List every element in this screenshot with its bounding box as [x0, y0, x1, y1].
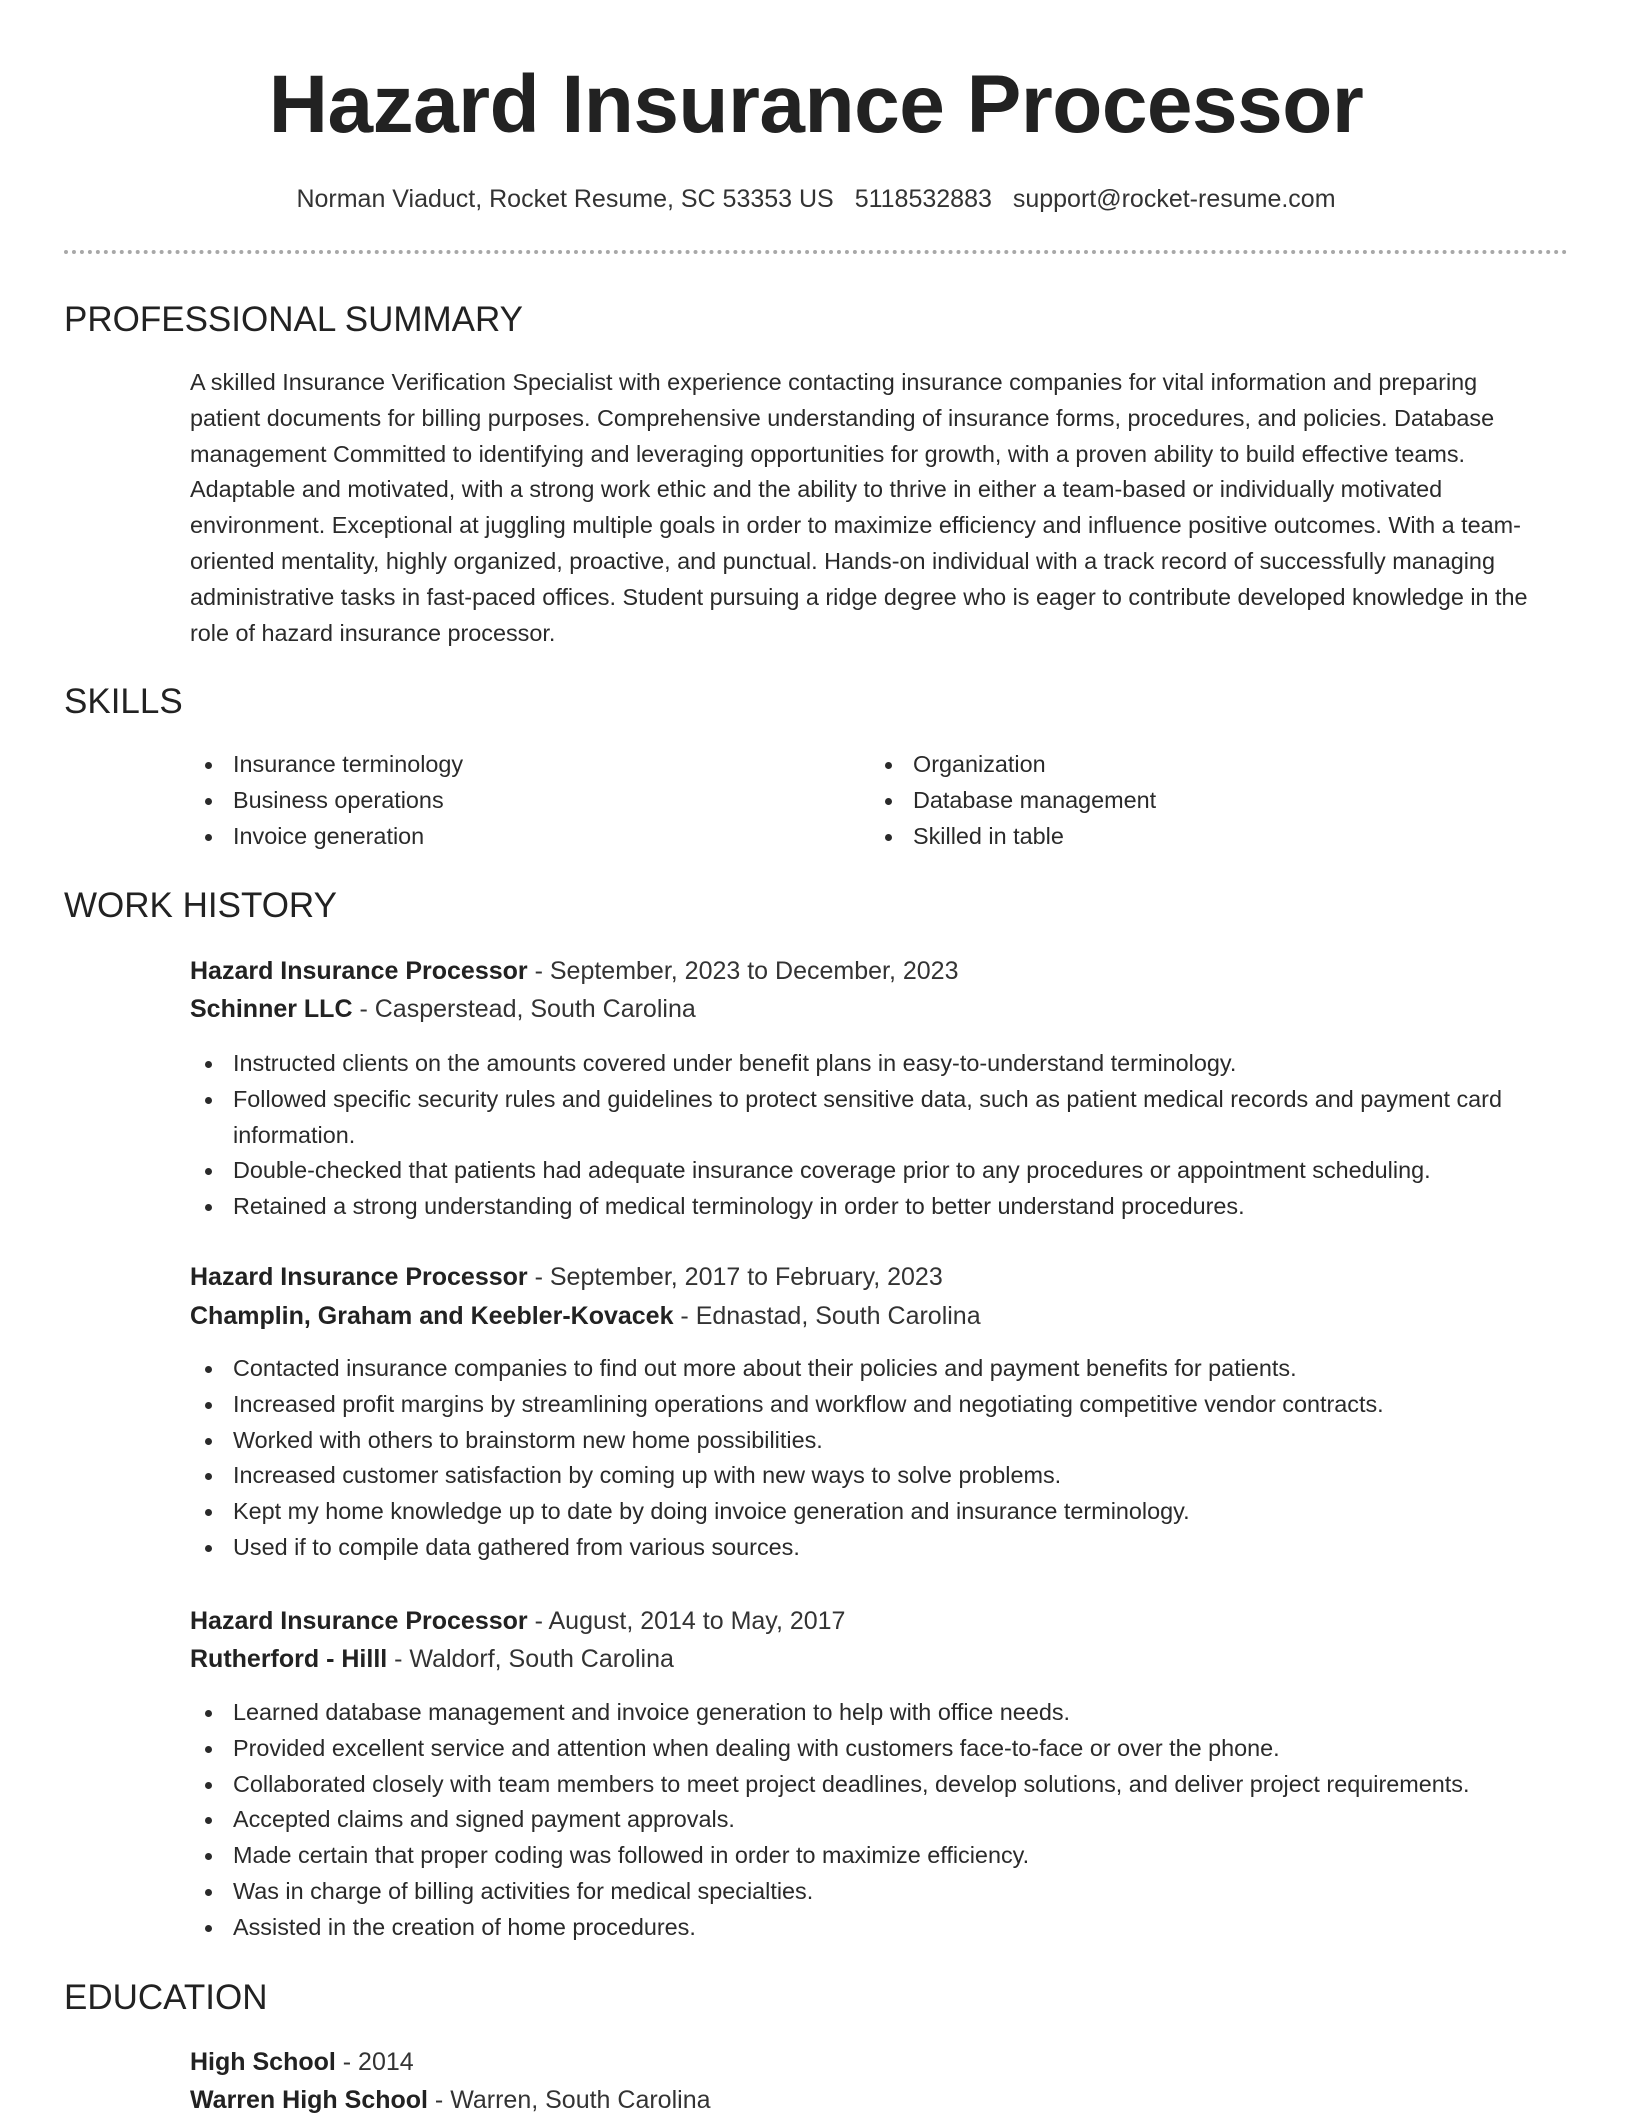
job-dates: - August, 2014 to May, 2017: [527, 1607, 846, 1635]
job-company: Schinner LLC: [190, 995, 353, 1023]
job-title-line: [190, 1603, 1570, 1639]
education-degree: High School: [190, 2048, 336, 2076]
job-title-line: [190, 1259, 1570, 1295]
skill-item: Invoice generation: [190, 819, 830, 855]
job-duty: Increased customer satisfaction by coming up with new ways to solve problems.: [190, 1458, 1590, 1494]
skills-list-left: [190, 747, 830, 854]
education-school: Warren High School: [190, 2086, 428, 2114]
job-company: Champlin, Graham and Keebler-Kovacek: [190, 1302, 674, 1330]
job-title: Hazard Insurance Processor: [190, 957, 528, 985]
education-heading: EDUCATION: [64, 1978, 268, 2017]
job-duty: Assisted in the creation of home procedures.: [190, 1910, 1590, 1946]
job-duty: Contacted insurance companies to find out more about their policies and payment benefits for patients.: [190, 1351, 1590, 1387]
job-duties-list: [190, 1695, 1590, 1946]
job-duty: Worked with others to brainstorm new home possibilities.: [190, 1423, 1590, 1459]
header-divider: [64, 250, 1568, 254]
summary-text: A skilled Insurance Verification Specialist with experience contacting insurance companies for vital information and preparing patient documents for billing purposes. Comprehensive understanding of insurance forms, procedures, and policies. Database management Committed to identifying and leveraging opportunities for growth, with a proven ability to build effective teams. Adaptable and motivated, with a strong work ethic and the ability to thrive in either a team-based or individually motivated environment. Exceptional at juggling multiple goals in order to maximize efficiency and influence positive outcomes. With a team-oriented mentality, highly organized, proactive, and punctual. Hands-on individual with a track record of successfully managing administrative tasks in fast-paced offices. Student pursuing a ridge degree who is eager to contribute developed knowledge in the role of hazard insurance processor.: [190, 369, 1528, 646]
job-duty: Provided excellent service and attention when dealing with customers face-to-face or over the phone.: [190, 1731, 1590, 1767]
job-location: - Casperstead, South Carolina: [352, 995, 696, 1023]
job-company-line: [190, 991, 1570, 1027]
job-title: Hazard Insurance Processor: [190, 1607, 528, 1635]
education-year: - 2014: [335, 2048, 414, 2076]
contact-phone: 5118532883: [854, 185, 992, 213]
job-duty: Collaborated closely with team members to meet project deadlines, develop solutions, and deliver project requirements.: [190, 1767, 1590, 1803]
job-duty: Instructed clients on the amounts covered under benefit plans in easy-to-understand terminology.: [190, 1046, 1590, 1082]
summary-heading: PROFESSIONAL SUMMARY: [64, 300, 523, 339]
job-duty: Double-checked that patients had adequate insurance coverage prior to any procedures or appointment scheduling.: [190, 1153, 1590, 1189]
job-duty: Followed specific security rules and guidelines to protect sensitive data, such as patient medical records and payment card information.: [190, 1082, 1590, 1154]
job-duty: Was in charge of billing activities for medical specialties.: [190, 1874, 1590, 1910]
job-duties-list: [190, 1046, 1590, 1225]
skills-heading: SKILLS: [64, 682, 183, 721]
resume-title: Hazard Insurance Processor: [268, 59, 1364, 150]
job-title: Hazard Insurance Processor: [190, 1263, 528, 1291]
job-duty: Kept my home knowledge up to date by doing invoice generation and insurance terminology.: [190, 1494, 1590, 1530]
job-dates: - September, 2017 to February, 2023: [527, 1263, 943, 1291]
job-title-line: [190, 953, 1570, 989]
job-duty: Accepted claims and signed payment approvals.: [190, 1802, 1590, 1838]
job-duties-list: [190, 1351, 1590, 1566]
education-school-line: [190, 2082, 1570, 2118]
job-duty: Increased profit margins by streamlining operations and workflow and negotiating competitive vendor contracts.: [190, 1387, 1590, 1423]
skills-list-right: [870, 747, 1510, 854]
job-dates: - September, 2023 to December, 2023: [527, 957, 959, 985]
education-location: - Warren, South Carolina: [427, 2086, 711, 2114]
skill-item: Skilled in table: [870, 819, 1510, 855]
job-company-line: [190, 1641, 1570, 1677]
job-location: - Waldorf, South Carolina: [387, 1645, 674, 1673]
job-company: Rutherford - Hilll: [190, 1645, 388, 1673]
job-duty: Retained a strong understanding of medical terminology in order to better understand procedures.: [190, 1189, 1590, 1225]
job-location: - Ednastad, South Carolina: [673, 1302, 981, 1330]
work-history-heading: WORK HISTORY: [64, 886, 337, 925]
job-duty: Made certain that proper coding was followed in order to maximize efficiency.: [190, 1838, 1590, 1874]
job-company-line: [190, 1298, 1570, 1334]
contact-address: Norman Viaduct, Rocket Resume, SC 53353 US: [296, 185, 834, 213]
job-duty: Learned database management and invoice generation to help with office needs.: [190, 1695, 1590, 1731]
contact-info: [0, 182, 1632, 216]
contact-email: support@rocket-resume.com: [1012, 185, 1336, 213]
skill-item: Business operations: [190, 783, 830, 819]
job-duty: Used if to compile data gathered from various sources.: [190, 1530, 1590, 1566]
education-degree-line: [190, 2044, 1570, 2080]
skill-item: Insurance terminology: [190, 747, 830, 783]
skill-item: Database management: [870, 783, 1510, 819]
skill-item: Organization: [870, 747, 1510, 783]
